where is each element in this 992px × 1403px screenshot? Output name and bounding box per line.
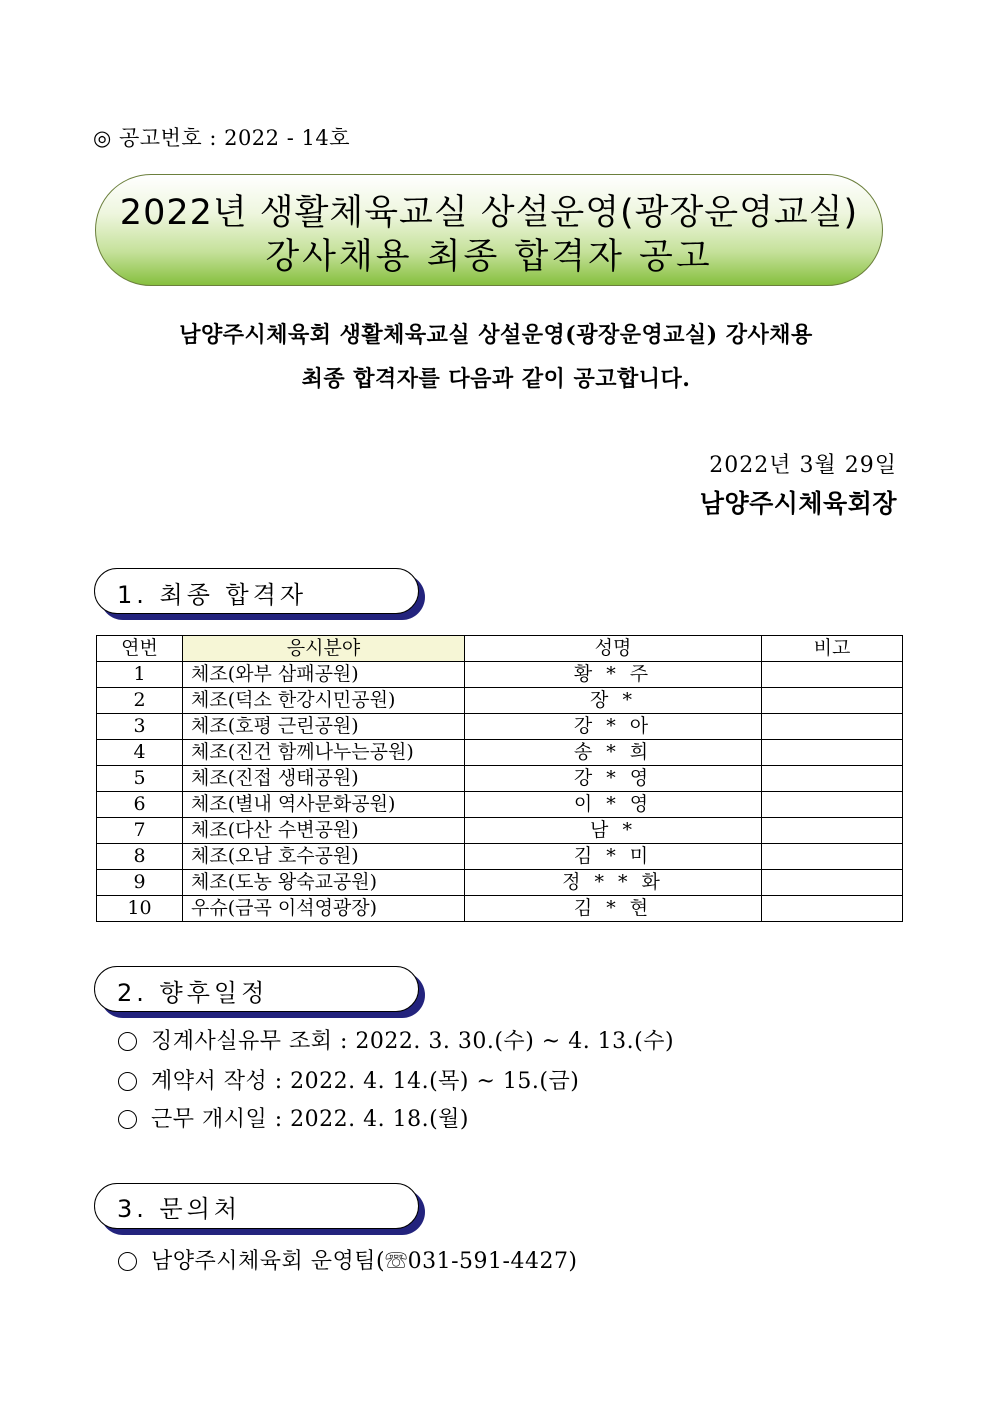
table-row bbox=[97, 714, 903, 740]
announcement-date: 2022년 3월 29일 bbox=[709, 453, 897, 478]
signer: 남양주시체육회장 bbox=[699, 489, 897, 518]
cell-name: 남 * bbox=[465, 818, 762, 844]
cell-field: 체조(오남 호수공원) bbox=[183, 844, 465, 870]
cell-field: 체조(도농 왕숙교공원) bbox=[183, 870, 465, 896]
cell-field: 체조(진접 생태공원) bbox=[183, 766, 465, 792]
title-line-2: 강사채용 최종 합격자 공고 bbox=[265, 237, 713, 277]
cell-field: 체조(진건 함께나누는공원) bbox=[183, 740, 465, 766]
intro-line-2: 최종 합격자를 다음과 같이 공고합니다. bbox=[301, 366, 691, 392]
table-row bbox=[97, 792, 903, 818]
cell-field: 우슈(금곡 이석영광장) bbox=[183, 896, 465, 922]
cell-name: 장 * bbox=[465, 688, 762, 714]
table-row bbox=[97, 844, 903, 870]
cell-note bbox=[762, 662, 903, 688]
cell-field: 체조(다산 수변공원) bbox=[183, 818, 465, 844]
circle-bullet-icon bbox=[118, 1252, 137, 1271]
cell-no: 2 bbox=[97, 688, 183, 714]
table-row bbox=[97, 766, 903, 792]
schedule-text: 계약서 작성 : 2022. 4. 14.(목) ~ 15.(금) bbox=[151, 1069, 580, 1094]
cell-note bbox=[762, 766, 903, 792]
schedule-text: 근무 개시일 : 2022. 4. 18.(월) bbox=[151, 1107, 470, 1132]
final-results-table bbox=[96, 635, 903, 922]
circle-bullet-icon bbox=[118, 1110, 137, 1129]
cell-note bbox=[762, 792, 903, 818]
title-line-1: 2022년 생활체육교실 상설운영(광장운영교실) bbox=[119, 193, 859, 233]
table-header-row bbox=[97, 636, 903, 662]
intro-line-1: 남양주시체육회 생활체육교실 상설운영(광장운영교실) 강사채용 bbox=[179, 322, 813, 348]
section-2-title: 2. 향후일정 bbox=[117, 979, 269, 1007]
cell-name: 강 * 아 bbox=[465, 714, 762, 740]
cell-name: 강 * 영 bbox=[465, 766, 762, 792]
cell-note bbox=[762, 844, 903, 870]
header-name: 성명 bbox=[465, 636, 762, 662]
cell-name: 김 * 미 bbox=[465, 844, 762, 870]
cell-note bbox=[762, 870, 903, 896]
contact-item bbox=[118, 1244, 578, 1275]
table-row bbox=[97, 870, 903, 896]
cell-name: 황 * 주 bbox=[465, 662, 762, 688]
cell-field: 체조(덕소 한강시민공원) bbox=[183, 688, 465, 714]
contact-text: 남양주시체육회 운영팀(☏031-591-4427) bbox=[151, 1249, 578, 1274]
cell-field: 체조(와부 삼패공원) bbox=[183, 662, 465, 688]
notice-number-text: 공고번호 : 2022 - 14호 bbox=[119, 126, 350, 150]
cell-name: 김 * 현 bbox=[465, 896, 762, 922]
circle-bullet-icon bbox=[118, 1072, 137, 1091]
cell-note bbox=[762, 714, 903, 740]
header-no: 연번 bbox=[97, 636, 183, 662]
schedule-item bbox=[118, 1102, 469, 1133]
table-row bbox=[97, 896, 903, 922]
header-note: 비고 bbox=[762, 636, 903, 662]
cell-note bbox=[762, 688, 903, 714]
cell-no: 10 bbox=[97, 896, 183, 922]
schedule-text: 징계사실유무 조회 : 2022. 3. 30.(수) ~ 4. 13.(수) bbox=[151, 1029, 675, 1054]
table-row bbox=[97, 662, 903, 688]
cell-no: 5 bbox=[97, 766, 183, 792]
circle-bullet-icon bbox=[118, 1032, 137, 1051]
schedule-item bbox=[118, 1024, 674, 1055]
cell-no: 8 bbox=[97, 844, 183, 870]
cell-note bbox=[762, 818, 903, 844]
section-3-title: 3. 문의처 bbox=[117, 1195, 242, 1223]
cell-field: 체조(호평 근린공원) bbox=[183, 714, 465, 740]
cell-no: 1 bbox=[97, 662, 183, 688]
cell-no: 7 bbox=[97, 818, 183, 844]
cell-no: 6 bbox=[97, 792, 183, 818]
cell-no: 4 bbox=[97, 740, 183, 766]
double-circle-icon: ◎ bbox=[93, 126, 112, 150]
cell-name: 이 * 영 bbox=[465, 792, 762, 818]
cell-name: 송 * 희 bbox=[465, 740, 762, 766]
notice-number bbox=[93, 122, 350, 152]
table-row bbox=[97, 740, 903, 766]
cell-field: 체조(별내 역사문화공원) bbox=[183, 792, 465, 818]
cell-name: 정 * * 화 bbox=[465, 870, 762, 896]
cell-no: 3 bbox=[97, 714, 183, 740]
header-field: 응시분야 bbox=[183, 636, 465, 662]
cell-no: 9 bbox=[97, 870, 183, 896]
schedule-item bbox=[118, 1064, 579, 1095]
table-row bbox=[97, 688, 903, 714]
section-1-title: 1. 최종 합격자 bbox=[117, 581, 308, 609]
table-row bbox=[97, 818, 903, 844]
cell-note bbox=[762, 896, 903, 922]
cell-note bbox=[762, 740, 903, 766]
